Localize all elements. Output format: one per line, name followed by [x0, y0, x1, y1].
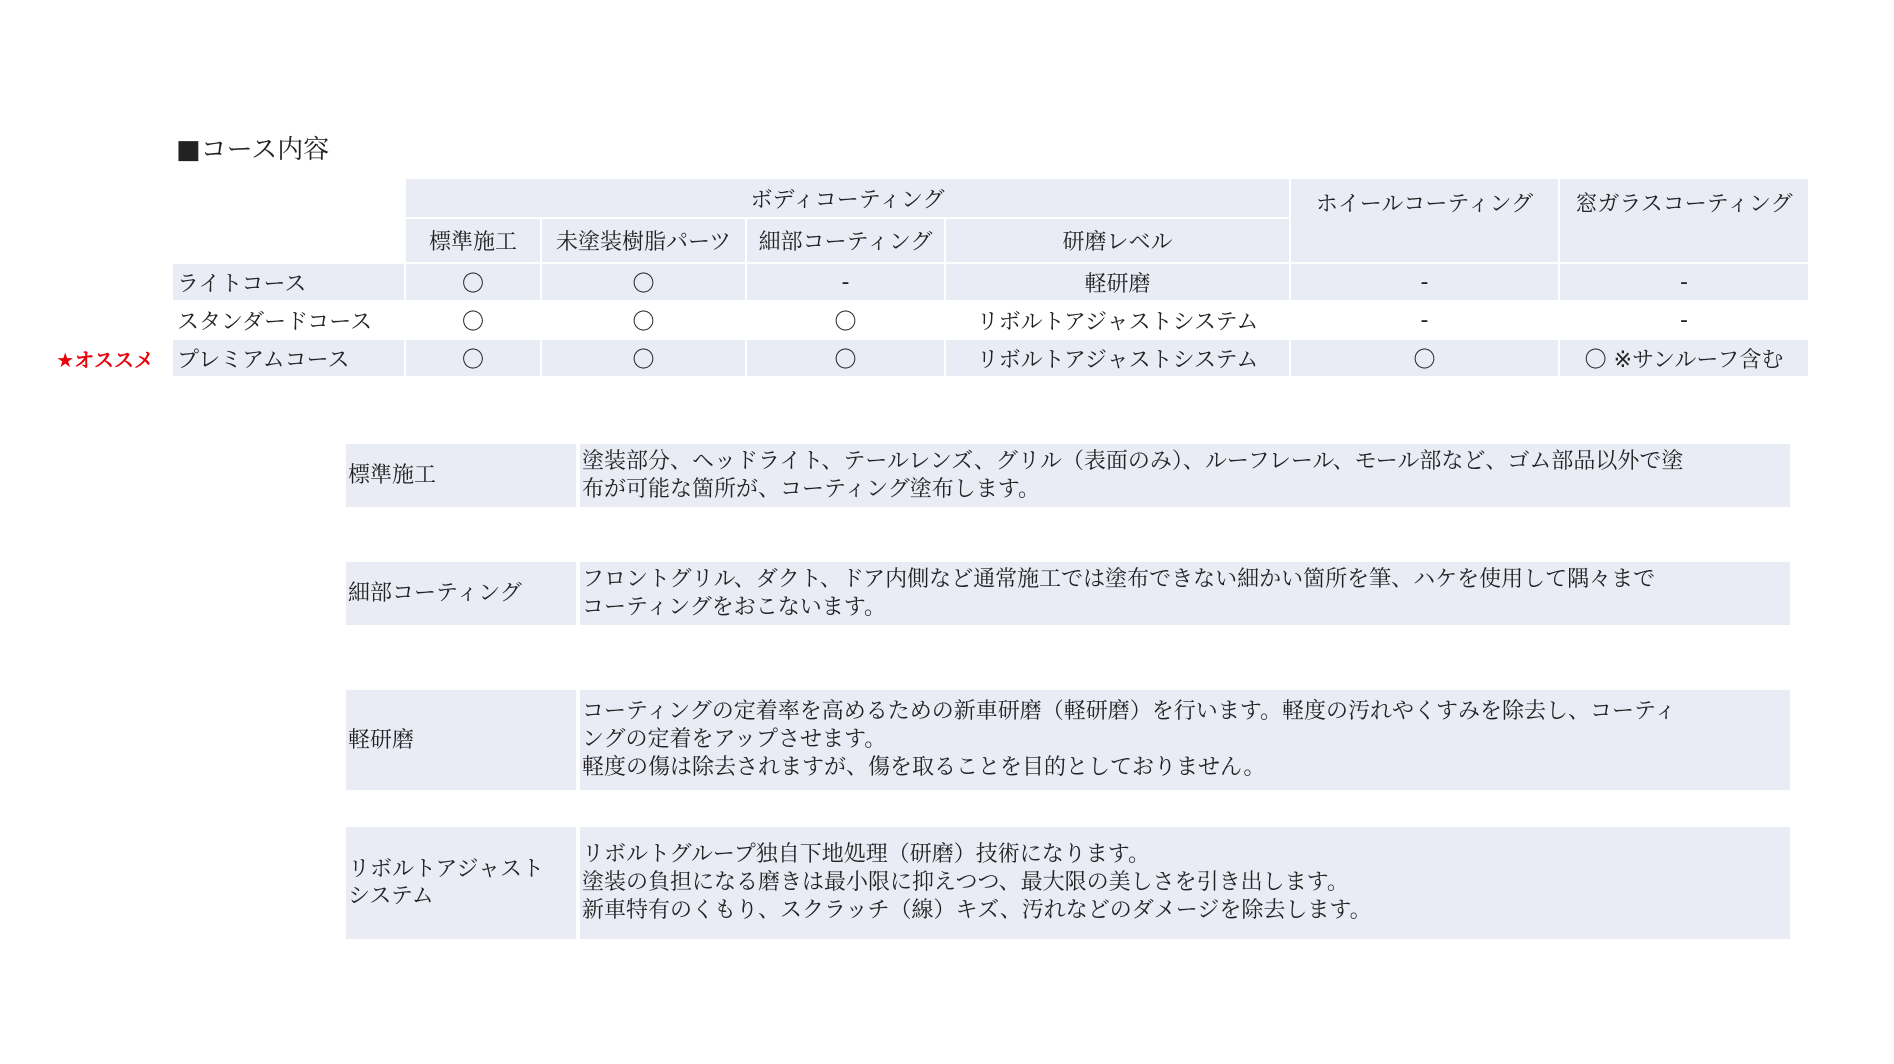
desc-text-light-polish	[580, 690, 1790, 790]
desc-term-line: 細部コーティング	[348, 581, 522, 606]
row-light-course-name: ライトコース	[173, 264, 404, 300]
row-premium-polish: リボルトアジャストシステム	[946, 340, 1289, 376]
desc-text-line: リボルトグループ独自下地処理（研磨）技術になります。	[582, 842, 1151, 867]
row-light-standard: 〇	[406, 264, 540, 300]
desc-text-line: 軽度の傷は除去されますが、傷を取ることを目的としておりません。	[582, 755, 1266, 780]
row-light-wheel: -	[1291, 264, 1558, 300]
row-standard-window: -	[1560, 302, 1808, 338]
desc-text-line: コーティングをおこないます。	[582, 594, 887, 620]
subheader-polish-level: 研磨レベル	[946, 219, 1289, 262]
row-light-detail: -	[747, 264, 944, 300]
row-standard-detail: 〇	[747, 302, 944, 338]
desc-term-line: リボルトアジャスト	[348, 857, 545, 882]
desc-text-line: コーティングの定着率を高めるための新車研磨（軽研磨）を行います。軽度の汚れやくすみを除去し、コーティ	[582, 699, 1677, 724]
header-wheel-coating: ホイールコーティング	[1291, 179, 1558, 262]
row-premium-wheel: 〇	[1291, 340, 1558, 376]
row-standard-resin: 〇	[542, 302, 745, 338]
row-premium-resin: 〇	[542, 340, 745, 376]
desc-text-revolt-system	[580, 827, 1790, 939]
desc-term-line: 軽研磨	[348, 727, 415, 753]
recommend-badge: ★オススメ	[56, 347, 154, 372]
desc-text-line: フロントグリル、ダクト、ドア内側など通常施工では塗布できない細かい箇所を筆、ハケを使用して隅々まで	[582, 566, 1656, 592]
subheader-detail-coating: 細部コーティング	[747, 219, 944, 262]
row-light-resin: 〇	[542, 264, 745, 300]
header-body-coating: ボディコーティング	[406, 179, 1289, 217]
row-light-polish: 軽研磨	[946, 264, 1289, 300]
desc-text-line: ングの定着をアップさせます。	[582, 727, 887, 752]
desc-term-line: 標準施工	[348, 463, 437, 488]
desc-text-line: 塗装部分、ヘッドライト、テールレンズ、グリル（表面のみ）、ルーフレール、モール部など、ゴム部品以外で塗	[582, 448, 1684, 474]
desc-term-standard	[346, 444, 576, 507]
row-light-window: -	[1560, 264, 1808, 300]
row-premium-standard: 〇	[406, 340, 540, 376]
desc-text-line: 塗装の負担になる磨きは最小限に抑えつつ、最大限の美しさを引き出します。	[582, 870, 1349, 895]
desc-text-detail	[580, 562, 1790, 625]
desc-text-standard	[580, 444, 1790, 507]
section-title: ■コース内容	[176, 135, 330, 165]
row-standard-wheel: -	[1291, 302, 1558, 338]
desc-term-line: システム	[348, 884, 434, 909]
row-standard-course-name: スタンダードコース	[173, 302, 404, 338]
row-standard-polish: リボルトアジャストシステム	[946, 302, 1289, 338]
desc-term-revolt-system	[346, 827, 576, 939]
row-premium-window: 〇 ※サンルーフ含む	[1560, 340, 1808, 376]
header-window-coating: 窓ガラスコーティング	[1560, 179, 1808, 262]
desc-text-line: 新車特有のくもり、スクラッチ（線）キズ、汚れなどのダメージを除去します。	[582, 898, 1372, 923]
subheader-resin-parts: 未塗装樹脂パーツ	[542, 219, 745, 262]
desc-term-light-polish	[346, 690, 576, 790]
desc-text-line: 布が可能な箇所が、コーティング塗布します。	[582, 476, 1041, 502]
row-premium-course-name: プレミアムコース	[173, 340, 404, 376]
desc-term-detail	[346, 562, 576, 625]
subheader-standard: 標準施工	[406, 219, 540, 262]
row-standard-standard: 〇	[406, 302, 540, 338]
row-premium-detail: 〇	[747, 340, 944, 376]
